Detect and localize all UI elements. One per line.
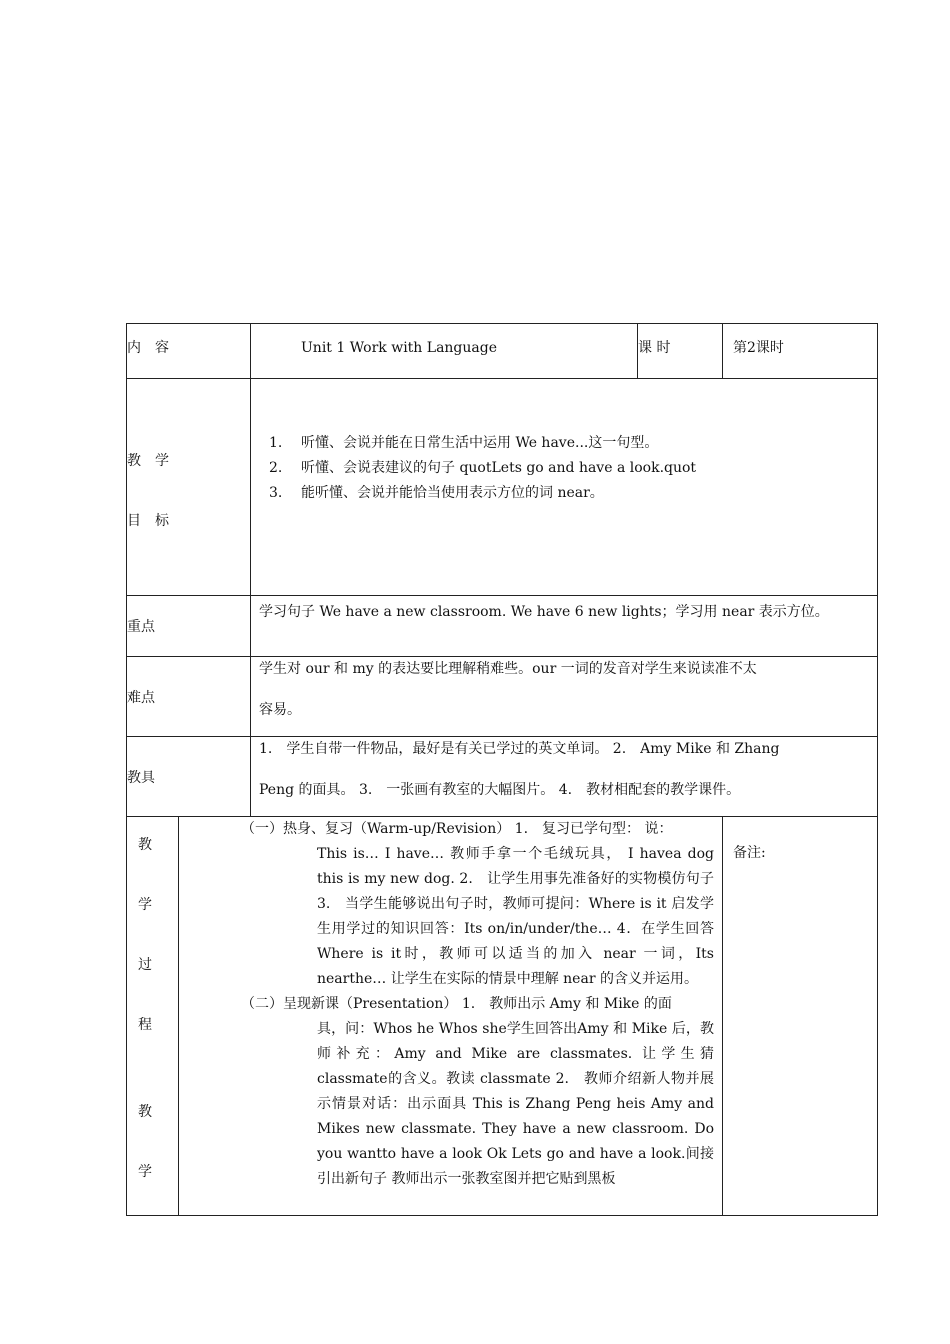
content-label: 内 容 xyxy=(127,340,169,356)
objectives-label-cell xyxy=(127,379,251,596)
aids-label: 教具 xyxy=(127,769,155,786)
period-label: 课 时 xyxy=(638,340,671,356)
content-value-cell xyxy=(251,324,638,379)
aids-label-cell xyxy=(127,737,251,817)
period-value-cell xyxy=(723,324,878,379)
objective-item: 1. 听懂、会说并能在日常生活中运用 We have...这一句型。 xyxy=(269,435,659,451)
difficulty-line-1: 学生对 our 和 my 的表达要比理解稍难些。our 一词的发音对学生来说读准不太 xyxy=(259,661,757,677)
key-point-row xyxy=(127,596,878,657)
objectives-list xyxy=(251,379,877,506)
objectives-label-bottom: 目 标 xyxy=(127,513,169,529)
aids-row xyxy=(127,737,878,817)
difficulty-cell xyxy=(251,657,878,737)
period-label-cell xyxy=(638,324,723,379)
unit-title: Unit 1 Work with Language xyxy=(301,340,498,356)
difficulty-row xyxy=(127,657,878,737)
difficulty-label-cell xyxy=(127,657,251,737)
difficulty-line-2: 容易。 xyxy=(259,702,301,718)
aids-line-2: Peng 的面具。 3. 一张画有教室的大幅图片。 4. 教材相配套的教学课件。 xyxy=(259,782,741,798)
notes-cell xyxy=(723,817,878,1216)
difficulty-label: 难点 xyxy=(127,689,155,706)
lesson-plan-table xyxy=(126,323,878,1216)
objectives-label-top: 教 学 xyxy=(127,453,169,469)
warmup-body: This is… I have… 教师手拿一个毛绒玩具， I havea dog this is my new dog. 2. 让学生用事先准备好的实物模仿句子 3. 当学生能够说出句子时，教师可提问：Where is it 启发学生用学过的知识回答：Its on/in/under/the… 4．在学生回答 Where is it时，教师可以适当的加入 near 一词，Its nearthe… 让学生在实际的情景中理解 near 的含义并运用。 xyxy=(317,846,714,987)
content-label-cell xyxy=(127,324,251,379)
process-section-presentation xyxy=(179,992,722,1192)
objective-item: 2. 听懂、会说表建议的句子 quotLets go and have a look.quot xyxy=(269,460,697,476)
key-point-label: 重点 xyxy=(127,619,155,635)
content-row xyxy=(127,324,878,379)
key-point-text: 学习句子 We have a new classroom. We have 6 new lights；学习用 near 表示方位。 xyxy=(259,604,829,620)
process-label: 教 学 过 程 教 学 xyxy=(138,837,152,1180)
process-row xyxy=(127,817,878,1216)
presentation-body: 具，问：Whos he Whos she学生回答出Amy 和 Mike 后，教师补充：Amy and Mike are classmates. 让学生猜classmate的含义。教读 classmate 2. 教师介绍新人物并展示情景对话：出示面具 This is Zhang Peng heis Amy and Mikes new classmate. They have a new classroom. Do you wantto have a look Ok Lets go and have a look.间接引出新句子 教师出示一张教室图并把它贴到黑板 xyxy=(317,1021,714,1187)
key-point-cell xyxy=(251,596,878,657)
notes-label: 备注: xyxy=(733,845,766,861)
process-content-cell xyxy=(179,817,723,1216)
objectives-cell xyxy=(251,379,878,596)
aids-line-1: 1. 学生自带一件物品，最好是有关已学过的英文单词。 2. Amy Mike 和 Zhang xyxy=(259,741,780,757)
process-section-warmup xyxy=(179,817,722,992)
warmup-heading: （一）热身、复习（Warm-up/Revision） 1. 复习已学句型： 说： xyxy=(241,821,673,837)
period-value: 第2课时 xyxy=(733,340,784,356)
presentation-heading: （二）呈现新课（Presentation） 1. 教师出示 Amy 和 Mike 的面 xyxy=(241,996,672,1012)
key-point-label-cell xyxy=(127,596,251,657)
aids-cell xyxy=(251,737,878,817)
objectives-row xyxy=(127,379,878,596)
process-label-cell xyxy=(127,817,179,1216)
objective-item: 3. 能听懂、会说并能恰当使用表示方位的词 near。 xyxy=(269,485,604,501)
